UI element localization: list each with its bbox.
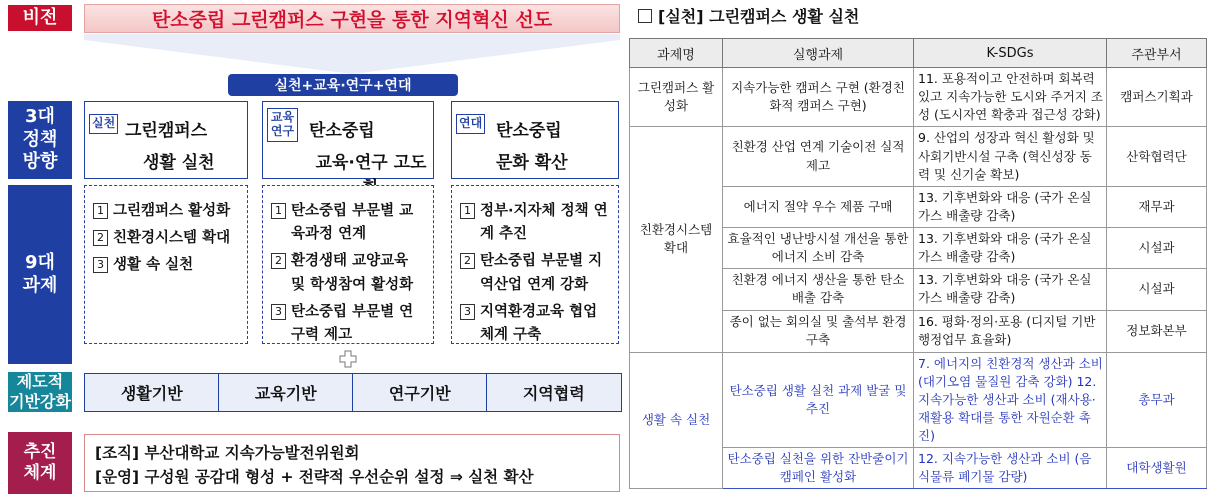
task-cell: 효율적인 냉난방시설 개선을 통한 에너지 소비 감축 [723, 228, 914, 269]
task-cell: 친환경 산업 연계 기술이전 실적 제고 [723, 127, 914, 186]
infra-row [84, 373, 620, 412]
plus-icon [339, 350, 357, 368]
table-row [630, 127, 1207, 186]
task-cell: 탄소중립 생활 실천 과제 발굴 및 추진 [723, 352, 914, 448]
task-cell: 친환경 에너지 생산을 통한 탄소배출 감축 [723, 269, 914, 310]
task-cell: 탄소중립 실천을 위한 잔반줄이기 캠페인 활성화 [723, 448, 914, 489]
promotion-line: [조직] 부산대학교 지속가능발전위원회 [95, 444, 360, 462]
sdg-cell: 12. 지속가능한 생산과 소비 (음식물류 폐기물 감량) [914, 448, 1107, 489]
infra-item: 생활기반 [84, 373, 220, 412]
dept-cell: 재무과 [1107, 186, 1207, 227]
task-group-3 [451, 185, 619, 344]
task-cell: 종이 없는 회의실 및 출석부 환경 구축 [723, 310, 914, 352]
infra-label: 제도적 기반강화 [9, 372, 71, 411]
sdg-cell: 13. 기후변화와 대응 (국가 온실가스 배출량 감축) [914, 228, 1107, 269]
task-cell: 지속가능한 캠퍼스 구현 (환경친화적 캠퍼스 구현) [723, 68, 914, 127]
vision-statement: 탄소중립 그린캠퍼스 구현을 통한 지역혁신 선도 [84, 4, 620, 33]
task-item: 1 그린캠퍼스 활성화 [93, 200, 239, 223]
policy-box-practice [84, 101, 248, 179]
policy-direction-label: 3대 정책 방향 [8, 101, 72, 179]
table-title: [실천] 그린캠퍼스 생활 실천 [638, 4, 859, 27]
sdg-cell: 13. 기후변화와 대응 (국가 온실가스 배출량 감축) [914, 269, 1107, 310]
task-item: 3 지역환경교육 협업 체계 구축 [460, 301, 610, 347]
sdg-cell: 9. 산업의 성장과 혁신 활성화 및 사회기반시설 구축 (혁신성장 동력 및 신기술 확보) [914, 127, 1107, 186]
task-item: 2 탄소중립 부문별 지역산업 연계 강화 [460, 250, 610, 296]
group-cell: 생활 속 실천 [630, 352, 723, 489]
policy-title: 탄소중립 [496, 121, 562, 141]
sdg-cell: 7. 에너지의 친환경적 생산과 소비 (대기오염 물질원 감축 강화) 12. 지속가능한 생산과 소비 (재사용·재활용 확대를 통한 자원순환 촉진) [914, 352, 1107, 448]
policy-subtitle: 문화 확산 [496, 153, 568, 173]
table-header-row [630, 39, 1207, 68]
group-cell: 그린캠퍼스 활성화 [630, 68, 723, 127]
sdg-cell: 16. 평화·정의·포용 (디지털 기반 행정업무 효율화) [914, 310, 1107, 352]
table-row [630, 68, 1207, 127]
task-item: 3 탄소중립 부문별 연구력 제고 [271, 301, 425, 347]
column-header: 주관부서 [1107, 39, 1207, 68]
task-item: 1 탄소중립 부문별 교육과정 연계 [271, 200, 425, 246]
policy-subtitle: 교육·연구 고도 [315, 153, 427, 173]
policy-tag: 연대 [456, 114, 485, 134]
dept-cell: 대학생활원 [1107, 448, 1207, 489]
column-header: K-SDGs [914, 39, 1107, 68]
checkbox-square-icon [638, 9, 652, 23]
group-cell: 친환경시스템 확대 [630, 127, 723, 352]
promotion-box [84, 434, 620, 492]
task-item: 1 정부·지자체 정책 연계 추진 [460, 200, 610, 246]
sdg-cell: 13. 기후변화와 대응 (국가 온실가스 배출량 감축) [914, 186, 1107, 227]
policy-title: 그린캠퍼스 [125, 121, 208, 141]
policy-box-education [262, 101, 434, 179]
promotion-label: 추진 체계 [8, 432, 72, 494]
dept-cell: 정보화본부 [1107, 310, 1207, 352]
policy-title: 탄소중립 [309, 121, 375, 141]
column-header: 과제명 [630, 39, 723, 68]
task-cell: 에너지 절약 우수 제품 구매 [723, 186, 914, 227]
task-item: 2 환경생태 교양교육 및 학생참여 활성화 [271, 250, 425, 296]
task-group-1 [84, 185, 248, 344]
policy-tag: 실천 [89, 114, 118, 134]
task-item: 3 생활 속 실천 [93, 254, 239, 277]
task-group-2 [262, 185, 434, 344]
approach-pill: 실천+교육·연구+연대 [228, 74, 458, 96]
dept-cell: 총무과 [1107, 352, 1207, 448]
dept-cell: 산학협력단 [1107, 127, 1207, 186]
sdg-cell: 11. 포용적이고 안전하며 회복력 있고 지속가능한 도시와 주거지 조성 (도시자연 확충과 접근성 강화) [914, 68, 1107, 127]
vision-arrow [84, 34, 620, 74]
policy-box-solidarity [451, 101, 619, 179]
tasks-label: 9대 과제 [8, 185, 72, 364]
infra-item: 교육기반 [218, 373, 354, 412]
column-header: 실행과제 [723, 39, 914, 68]
dept-cell: 시설과 [1107, 228, 1207, 269]
table-row [630, 352, 1207, 448]
infra-item: 지역협력 [486, 373, 622, 412]
promotion-line: [운영] 구성원 공감대 형성 + 전략적 우선순위 설정 ⇒ 실천 확산 [95, 468, 534, 487]
vision-label: 비전 [8, 5, 72, 31]
policy-tag: 교육연구 [267, 108, 298, 142]
task-item: 2 친환경시스템 확대 [93, 227, 239, 250]
policy-subtitle: 생활 실천 [143, 153, 215, 173]
infra-item: 연구기반 [352, 373, 488, 412]
tasks-table [629, 38, 1207, 489]
dept-cell: 시설과 [1107, 269, 1207, 310]
dept-cell: 캠퍼스기획과 [1107, 68, 1207, 127]
